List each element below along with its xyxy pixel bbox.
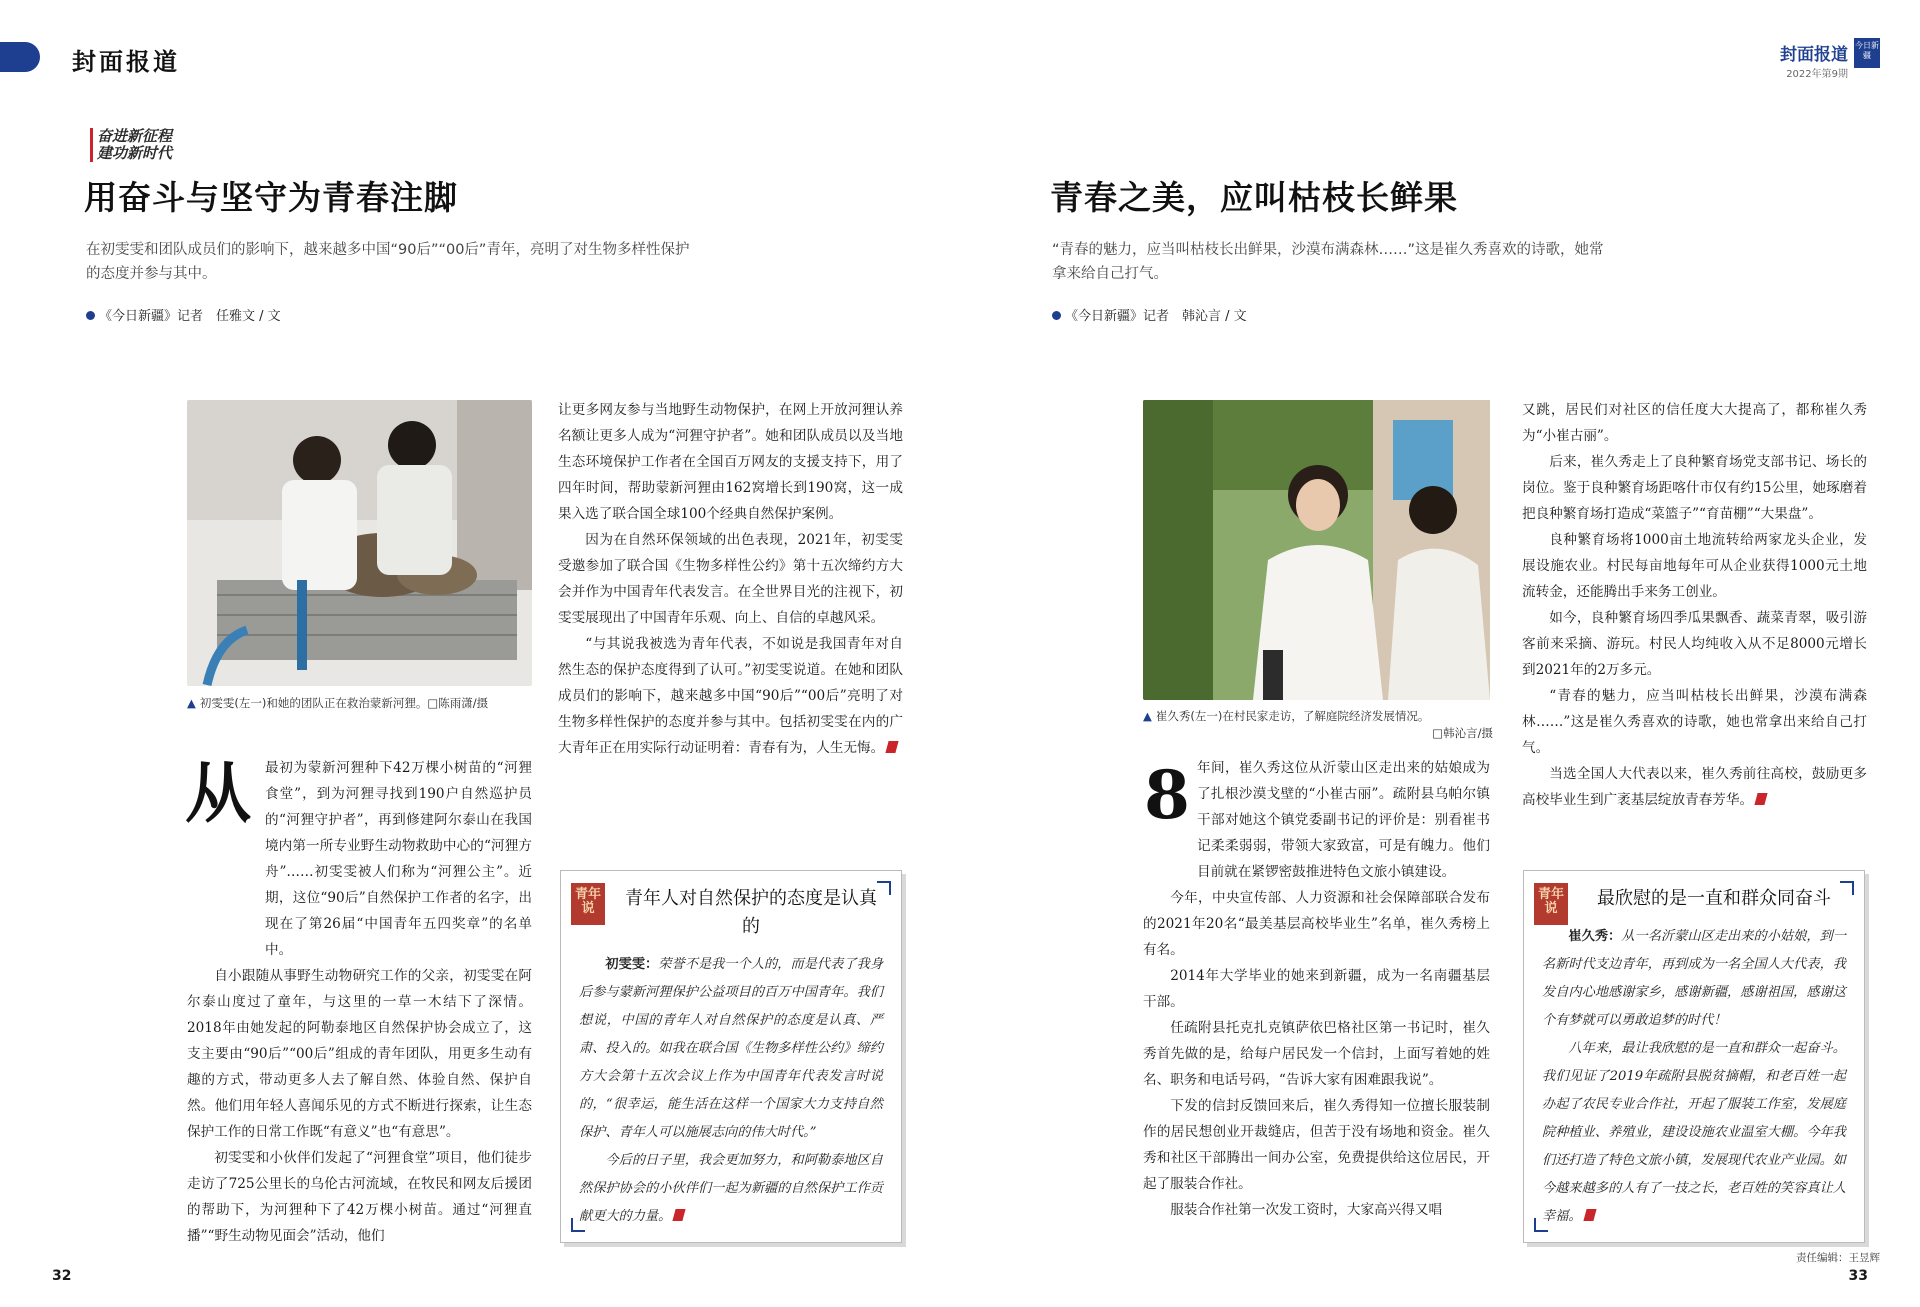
right-byline-text: 《今日新疆》记者 韩沁言 / 文 [1065, 309, 1247, 324]
end-mark-icon [1583, 1209, 1596, 1221]
right-box-p2: 八年来，最让我欣慰的是一直和群众一起奋斗。我们见证了2019年疏附县脱贫摘帽，和老百姓一起办起了农民专业合作社，开起了服装工作室，发展庭院种植业、养殖业，建设设施农业温室大棚。今年我们还打造了特色文旅小镇，发展现代农业产业园。如今越来越多的人有了一技之长，老百姓的笑容真让人幸福。 [1542, 1041, 1846, 1224]
left-lead: 在初雯雯和团队成员们的影响下，越来越多中国“90后”“00后”青年，亮明了对生物多样性保护的态度并参与其中。 [86, 242, 690, 282]
series-tag [90, 128, 172, 162]
youth-says-badge: 青年说 [571, 883, 605, 925]
brand-issue: 2022年第9期 [1786, 69, 1848, 80]
right-box-speaker: 崔久秀： [1568, 929, 1622, 944]
left-byline-text: 《今日新疆》记者 任雅文 / 文 [99, 309, 281, 324]
left-box-p2: 今后的日子里，我会更加努力，和阿勒泰地区自然保护协会的小伙伴们一起为新疆的自然保护工作贡献更大的力量。 [579, 1153, 883, 1224]
right-box-text [1542, 923, 1846, 1231]
corner-bracket-icon [1840, 881, 1854, 895]
right-col2-paragraph: 如今，良种繁育场四季瓜果飘香、蔬菜青翠，吸引游客前来采摘、游玩。村民人均纯收入从不足8000元增长到2021年的2万多元。 [1522, 610, 1867, 678]
right-quote-box [1523, 870, 1865, 1243]
section-title: 封面报道 [72, 47, 180, 76]
right-col2-paragraph: 后来，崔久秀走上了良种繁育场党支部书记、场长的岗位。鉴于良种繁育场距喀什市仅有约15公里，她琢磨着把良种繁育场打造成“菜篮子”“育苗棚”“大果盘”。 [1522, 454, 1867, 522]
right-col1-paragraph: 下发的信封反馈回来后，崔久秀得知一位擅长服装制作的居民想创业开裁缝店，但苦于没有场地和资金。崔久秀和社区干部腾出一间办公室，免费提供给这位居民，开起了服装合作社。 [1143, 1098, 1490, 1192]
right-photo [1143, 400, 1490, 700]
corner-bracket-icon [571, 1218, 585, 1232]
left-photo-caption [187, 695, 547, 712]
right-caption-text: 崔久秀(左一)在村民家走访，了解庭院经济发展情况。 [1155, 709, 1430, 723]
left-col2-paragraph: 因为在自然环保领域的出色表现，2021年，初雯雯受邀参加了联合国《生物多样性公约》第十五次缔约方大会并作为中国青年代表发言。在全世界目光的注视下，初雯雯展现出了中国青年乐观、向上、自信的卓越风采。 [558, 532, 903, 626]
left-col1-paragraph: 初雯雯和小伙伴们发起了“河狸食堂”项目，他们徒步走访了725公里长的乌伦古河流域，在牧民和网友后援团的帮助下，为河狸种下了42万棵小树苗。通过“河狸直播”“野生动物见面会”活动，他们 [187, 1150, 532, 1244]
caption-triangle-icon: ▲ [187, 696, 196, 710]
left-col1-first-paragraph: 最初为蒙新河狸种下42万棵小树苗的“河狸食堂”，到为河狸寻找到190户自然巡护员的“河狸守护者”，再到修建阿尔泰山在我国境内第一所专业野生动物救助中心的“河狸方舟”……初雯雯被人们称为“河狸公主”。近期，这位“90后”自然保护工作者的名字，出现在了第26届“中国青年五四奖章”的名单中。 [265, 760, 532, 958]
left-column-1 [187, 755, 532, 1249]
series-line-1: 奋进新征程 [97, 127, 173, 145]
right-column-1 [1143, 755, 1490, 1223]
right-box-title: 最欣慰的是一直和群众同奋斗 [1597, 888, 1831, 909]
right-photo-image [1143, 400, 1490, 700]
right-col2-p6-text: 当选全国人大代表以来，崔久秀前往高校，鼓励更多高校毕业生到广袤基层绽放青春芳华。 [1522, 766, 1867, 808]
left-box-title: 青年人对自然保护的态度是认真的 [625, 888, 877, 937]
right-photo-caption [1143, 708, 1503, 742]
left-box-p1: 荣誉不是我一个人的，而是代表了我身后参与蒙新河狸保护公益项目的百万中国青年。我们想说，中国的青年人对自然保护的态度是认真、严肃、投入的。如我在联合国《生物多样性公约》缔约方大会第十五次会议上作为中国青年代表发言时说的，“很幸运，能生活在这样一个国家大力支持自然保护、青年人可以施展志向的伟大时代。” [579, 957, 884, 1140]
right-col1-first-paragraph: 年间，崔久秀这位从沂蒙山区走出来的姑娘成为了扎根沙漠戈壁的“小崔古丽”。疏附县乌帕尔镇干部对她这个镇党委副书记的评价是：别看崔书记柔柔弱弱，带领大家致富，可是有魄力。他们目前就在紧锣密鼓推进特色文旅小镇建设。 [1197, 760, 1490, 880]
left-dropcap: 从 [185, 754, 251, 832]
right-column-2 [1522, 397, 1867, 813]
series-line-2: 建功新时代 [97, 144, 173, 162]
right-col1-paragraph: 服装合作社第一次发工资时，大家高兴得又唱 [1170, 1202, 1443, 1218]
end-mark-icon [1754, 793, 1767, 805]
right-col1-paragraph: 今年，中央宣传部、人力资源和社会保障部联合发布的2021年20名“最美基层高校毕业生”名单，崔久秀榜上有名。 [1143, 890, 1490, 958]
left-col2-paragraph [558, 631, 903, 761]
right-byline [1052, 305, 1247, 324]
caption-triangle-icon: ▲ [1143, 709, 1152, 723]
left-photo [187, 400, 532, 686]
right-col2-paragraph: 良种繁育场将1000亩土地流转给两家龙头企业，发展设施农业。村民每亩地每年可从企业获得1000元土地流转金，还能腾出手来务工创业。 [1522, 532, 1867, 600]
right-page-number: 33 [1848, 1268, 1868, 1284]
right-col2-paragraph [1522, 761, 1867, 813]
left-col1-paragraph: 自小跟随从事野生动物研究工作的父亲，初雯雯在阿尔泰山度过了童年，与这里的一草一木结下了深情。2018年由她发起的阿勒泰地区自然保护协会成立了，这支主要由“90后”“00后”组成的青年团队，用更多生动有趣的方式，带动更多人去了解自然、体验自然、保护自然。他们用年轻人喜闻乐见的方式不断进行探索，让生态保护工作的日常工作既“有意义”也“有意思”。 [187, 968, 532, 1140]
right-col2-paragraph: 又跳，居民们对社区的信任度大大提高了，都称崔久秀为“小崔古丽”。 [1522, 402, 1867, 444]
left-byline [86, 305, 281, 324]
youth-says-badge: 青年说 [1534, 883, 1568, 925]
left-headline: 用奋斗与坚守为青春注脚 [84, 178, 458, 217]
responsible-editor: 责任编辑：王昱辉 [1796, 1252, 1880, 1264]
end-mark-icon [886, 741, 899, 753]
end-mark-icon [673, 1209, 686, 1221]
left-box-text [579, 951, 883, 1231]
left-col2-paragraph: 让更多网友参与当地野生动物保护，在网上开放河狸认养名额让更多人成为“河狸守护者”。她和团队成员以及当地生态环境保护工作者在全国百万网友的支援支持下，用了四年时间，帮助蒙新河狸由162窝增长到190窝，这一成果入选了联合国全球100个经典自然保护案例。 [558, 402, 903, 522]
byline-dot [1052, 311, 1061, 320]
left-column-2 [558, 397, 903, 761]
section-tab-marker [0, 42, 40, 72]
brand-name: 封面报道 [1780, 45, 1848, 65]
left-caption-text: 初雯雯(左一)和她的团队正在救治蒙新河狸。□陈雨潇/摄 [199, 696, 489, 710]
corner-bracket-icon [877, 881, 891, 895]
left-quote-box [560, 870, 902, 1243]
brand-logo: 今日新疆 [1854, 38, 1880, 68]
right-caption-credit: □韩沁言/摄 [1432, 726, 1493, 740]
right-lead: “青春的魅力，应当叫枯枝长出鲜果，沙漠布满森林……”这是崔久秀喜欢的诗歌，她常拿来给自己打气。 [1052, 242, 1604, 282]
right-col1-paragraph: 2014年大学毕业的她来到新疆，成为一名南疆基层干部。 [1143, 968, 1490, 1010]
right-dropcap: 8 [1144, 756, 1190, 834]
left-col2-p3-text: “与其说我被选为青年代表，不如说是我国青年对自然生态的保护态度得到了认可。”初雯雯说道。在她和团队成员们的影响下，越来越多中国“90后”“00后”亮明了对生物多样性保护的态度并参与其中。包括初雯雯在内的广大青年正在用实际行动证明着：青春有为，人生无悔。 [558, 636, 903, 756]
left-box-speaker: 初雯雯： [605, 957, 659, 972]
right-headline: 青春之美，应叫枯枝长鲜果 [1050, 178, 1458, 217]
right-col2-paragraph: “青春的魅力，应当叫枯枝长出鲜果，沙漠布满森林……”这是崔久秀喜欢的诗歌，她也常拿出来给自己打气。 [1522, 688, 1867, 756]
left-photo-image [187, 400, 532, 686]
corner-bracket-icon [1534, 1218, 1548, 1232]
magazine-brand [1780, 40, 1848, 80]
right-box-p1: 从一名沂蒙山区走出来的小姑娘，到一名新时代支边青年，再到成为一名全国人大代表，我发自内心地感谢家乡，感谢新疆，感谢祖国，感谢这个有梦就可以勇敢追梦的时代！ [1542, 929, 1847, 1028]
left-page-number: 32 [52, 1268, 72, 1284]
byline-dot [86, 311, 95, 320]
right-col1-paragraph: 任疏附县托克扎克镇萨依巴格社区第一书记时，崔久秀首先做的是，给每户居民发一个信封，上面写着她的姓名、职务和电话号码，“告诉大家有困难跟我说”。 [1143, 1020, 1490, 1088]
